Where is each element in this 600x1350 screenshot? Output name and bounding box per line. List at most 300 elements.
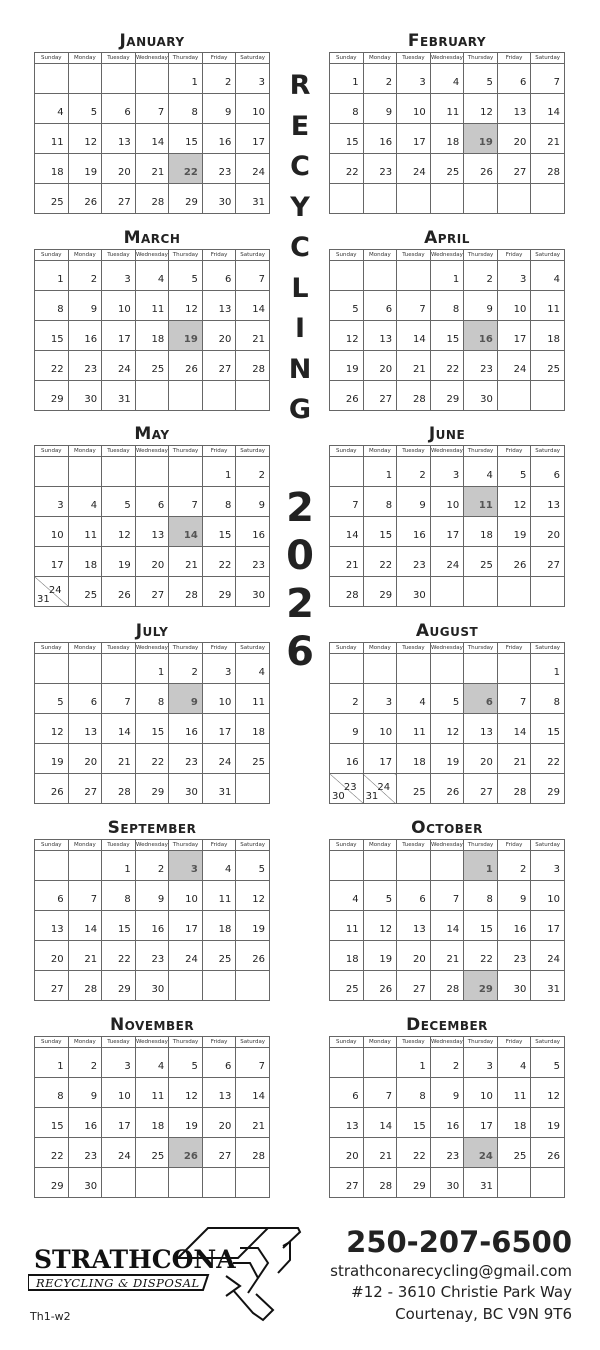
day-cell [35,381,69,411]
day-number: 14 [183,530,198,541]
day-cell [363,684,397,714]
day-cell [464,94,498,124]
day-number: 7 [419,304,426,315]
day-number: 27 [480,787,493,798]
day-number: 24 [547,954,560,965]
day-number: 30 [185,787,198,798]
empty-cell [497,1168,531,1198]
day-number: 6 [124,107,131,118]
day-cell [430,774,464,804]
weekday-header: Wednesday [430,250,464,261]
day-number: 4 [225,864,232,875]
day-number: 20 [218,334,232,345]
day-cell [68,1168,102,1198]
day-number: 29 [478,984,493,995]
day-number: 19 [379,954,393,965]
day-cell [464,1048,498,1078]
day-cell [35,124,69,154]
day-cell [531,1078,565,1108]
vertical-letter: L [291,272,309,304]
month-title: June [428,424,466,444]
day-number: 14 [252,304,265,315]
day-cell [35,154,69,184]
recycling-day-cell [169,1138,203,1168]
day-cell [363,351,397,381]
empty-cell [169,971,203,1001]
weekday-header: Thursday [169,53,203,64]
day-cell [330,911,364,941]
day-number: 17 [412,137,426,148]
day-number: 12 [84,137,98,148]
day-number: 1 [352,77,359,88]
day-cell [497,1048,531,1078]
day-number: 10 [117,304,131,315]
day-cell [363,517,397,547]
day-number: 9 [157,894,165,905]
month-july [34,620,270,804]
weekday-header: Wednesday [430,446,464,457]
day-number: 22 [480,954,493,965]
day-number: 14 [379,1121,393,1132]
day-number: 3 [486,1061,493,1072]
day-number: 1 [225,470,232,481]
day-number: 12 [117,530,131,541]
weekday-header: Monday [363,643,397,654]
day-cell [135,547,169,577]
day-number: 22 [183,167,198,178]
day-cell [430,154,464,184]
day-number: 21 [84,954,98,965]
empty-cell [35,851,69,881]
day-number: 1 [385,470,393,481]
month-august [329,620,565,804]
vertical-letter: C [290,232,310,263]
day-cell [236,911,270,941]
weekday-header: Saturday [531,643,565,654]
vertical-letter: G [288,394,312,425]
day-number: 20 [513,137,527,148]
month-september [34,817,270,1001]
month-december [329,1014,565,1198]
day-cell [464,1108,498,1138]
day-number: 20 [379,364,393,375]
day-cell [497,457,531,487]
day-number: 17 [513,334,527,345]
day-number: 17 [252,137,265,148]
day-cell [202,654,236,684]
day-cell [102,261,136,291]
day-cell [35,1168,69,1198]
day-cell [236,881,270,911]
day-number: 30 [480,394,493,405]
day-cell [102,351,136,381]
day-number: 17 [446,530,460,541]
empty-cell [397,184,431,214]
day-number: 17 [117,1121,131,1132]
day-cell [135,714,169,744]
day-number: 29 [50,1181,64,1192]
day-number: 18 [151,1121,165,1132]
day-cell [135,1108,169,1138]
day-cell [68,881,102,911]
day-cell [531,684,565,714]
day-cell [102,684,136,714]
day-cell [531,714,565,744]
day-cell [202,774,236,804]
day-cell [169,124,203,154]
empty-cell [236,381,270,411]
empty-cell [102,1168,136,1198]
day-cell [363,1168,397,1198]
day-cell [430,881,464,911]
day-cell [531,971,565,1001]
day-cell [169,1108,203,1138]
day-cell [464,261,498,291]
weekday-header: Wednesday [135,643,169,654]
day-cell [531,654,565,684]
day-number: 31 [218,787,232,798]
day-number: 2 [419,470,426,481]
weekday-header: Monday [68,446,102,457]
day-cell [464,291,498,321]
weekday-header: Wednesday [430,53,464,64]
day-cell [68,291,102,321]
day-number: 23 [252,560,265,571]
day-number: 16 [84,334,98,345]
day-cell [68,487,102,517]
day-number: 30 [513,984,527,995]
day-number: 19 [183,334,198,345]
day-cell [363,1078,397,1108]
day-number: 4 [157,274,165,285]
day-cell [330,684,364,714]
day-number: 8 [452,304,460,315]
phone-number: 250-207-6500 [346,1225,572,1259]
day-number: 9 [225,107,232,118]
day-cell [464,714,498,744]
weekday-header: Wednesday [135,840,169,851]
day-cell [202,154,236,184]
weekday-header: Saturday [531,446,565,457]
day-number: 21 [345,560,359,571]
email[interactable]: strathconarecycling@gmail.com [330,1262,572,1280]
day-number: 8 [157,697,165,708]
day-cell [102,1138,136,1168]
address-line-2: Courtenay, BC V9N 9T6 [395,1305,572,1323]
weekday-header: Thursday [169,446,203,457]
day-cell [363,487,397,517]
day-cell [135,351,169,381]
weekday-header: Thursday [464,840,498,851]
day-number: 30 [252,590,265,601]
day-number: 28 [185,590,198,601]
day-number: 22 [345,167,359,178]
day-number: 19 [513,530,527,541]
day-cell [397,714,431,744]
day-number: 16 [345,757,359,768]
day-number: 15 [50,334,64,345]
day-cell [169,774,203,804]
day-number: 20 [50,954,64,965]
empty-cell [169,381,203,411]
day-cell [464,381,498,411]
day-cell [531,261,565,291]
empty-cell [135,1168,169,1198]
empty-cell [202,381,236,411]
day-number: 4 [258,667,265,678]
weekday-header: Monday [68,840,102,851]
day-number: 28 [412,394,426,405]
day-cell [236,1048,270,1078]
day-cell [497,744,531,774]
day-number: 5 [57,697,64,708]
vertical-letter: E [290,110,310,142]
day-cell [35,261,69,291]
day-cell [531,291,565,321]
weekday-header: Wednesday [135,250,169,261]
day-cell [497,291,531,321]
day-number: 9 [452,1091,460,1102]
day-cell [68,911,102,941]
day-number: 31 [480,1181,493,1192]
empty-cell [497,654,531,684]
weekday-header: Wednesday [430,1037,464,1048]
weekday-header: Saturday [236,250,270,261]
day-number: 15 [379,530,393,541]
day-cell [430,457,464,487]
day-number: 18 [345,954,359,965]
weekday-header: Tuesday [397,643,431,654]
day-number: 16 [84,1121,98,1132]
day-number: 26 [117,590,131,601]
day-cell [202,684,236,714]
day-number: 8 [124,894,131,905]
day-cell [202,1138,236,1168]
day-number: 7 [90,894,98,905]
day-number: 13 [218,1091,232,1102]
vertical-letter: Y [290,191,310,223]
day-cell [68,547,102,577]
weekday-header: Wednesday [430,643,464,654]
day-cell [68,124,102,154]
day-cell [464,457,498,487]
day-cell [363,94,397,124]
day-number: 29 [50,394,64,405]
month-table [329,445,565,607]
day-number: 1 [485,864,493,875]
day-cell [135,261,169,291]
day-number: 7 [452,894,460,905]
day-cell [35,517,69,547]
day-number: 26 [252,954,265,965]
day-number: 16 [478,334,493,345]
day-cell [497,971,531,1001]
day-cell [202,517,236,547]
day-number: 24 [478,1151,493,1162]
day-cell [169,881,203,911]
day-cell [363,941,397,971]
day-cell [35,684,69,714]
day-number: 22 [50,364,64,375]
day-number: 10 [513,304,527,315]
weekday-header: Saturday [236,840,270,851]
day-number: 3 [419,77,426,88]
year-digit: 2 [286,581,314,627]
day-cell [135,577,169,607]
day-cell [102,971,136,1001]
empty-cell [236,971,270,1001]
day-cell [531,487,565,517]
empty-cell [531,381,565,411]
day-cell [68,261,102,291]
day-number: 12 [513,500,527,511]
day-number: 3 [124,274,131,285]
day-number: 13 [84,727,98,738]
day-number: 18 [151,334,165,345]
day-number: 25 [345,984,359,995]
day-cell [135,654,169,684]
day-cell [497,261,531,291]
day-number: 26 [547,1151,560,1162]
day-number: 14 [412,334,426,345]
month-april [329,227,565,411]
day-cell [236,321,270,351]
month-table [34,249,270,411]
day-cell [236,154,270,184]
month-title: December [406,1015,488,1035]
day-cell [497,684,531,714]
day-cell [531,1048,565,1078]
empty-cell [35,457,69,487]
weekday-header: Saturday [236,53,270,64]
day-number: 24 [513,364,527,375]
day-number: 2 [486,274,493,285]
month-table [329,839,565,1001]
day-cell [430,1048,464,1078]
day-number: 18 [480,530,493,541]
day-number: 20 [218,1121,232,1132]
day-cell [464,1168,498,1198]
day-number: 12 [446,727,460,738]
weekday-header: Friday [497,840,531,851]
day-number: 14 [84,924,98,935]
day-number: 10 [446,500,460,511]
weekday-header: Monday [68,643,102,654]
weekday-header: Saturday [531,53,565,64]
day-cell [68,94,102,124]
day-number: 13 [117,137,131,148]
weekday-header: Sunday [330,1037,364,1048]
weekday-header: Tuesday [102,840,136,851]
day-cell [363,911,397,941]
day-cell [497,124,531,154]
day-cell [236,351,270,381]
empty-cell [68,457,102,487]
day-number: 16 [218,137,232,148]
day-cell [464,547,498,577]
day-cell [497,154,531,184]
weekday-header: Friday [497,250,531,261]
day-number: 5 [191,274,198,285]
day-number: 2 [157,864,165,875]
month-february [329,30,565,214]
day-number: 12 [345,334,359,345]
day-cell [330,124,364,154]
day-cell [430,381,464,411]
day-cell [397,577,431,607]
day-number: 27 [345,1181,359,1192]
day-cell [363,124,397,154]
day-cell [397,744,431,774]
day-number: 9 [90,304,98,315]
day-cell [135,1138,169,1168]
day-number: 5 [124,500,131,511]
day-cell [236,547,270,577]
weekday-header: Saturday [236,643,270,654]
day-number: 23 [343,782,357,793]
day-number: 14 [117,727,131,738]
day-number: 19 [50,757,64,768]
empty-cell [202,971,236,1001]
day-cell [68,774,102,804]
day-number: 25 [151,364,165,375]
day-number: 31 [252,197,265,208]
day-cell [236,744,270,774]
day-cell [430,487,464,517]
day-number: 6 [157,500,165,511]
weekday-header: Tuesday [102,53,136,64]
day-cell [531,457,565,487]
day-cell [135,517,169,547]
day-number: 14 [345,530,359,541]
day-number: 2 [225,77,232,88]
day-number: 15 [117,924,131,935]
day-number: 4 [486,470,493,481]
day-cell [102,1108,136,1138]
weekday-header: Tuesday [102,643,136,654]
day-number: 21 [252,1121,265,1132]
day-number: 3 [452,470,460,481]
day-cell [330,714,364,744]
weekday-header: Sunday [35,1037,69,1048]
day-number: 17 [379,757,393,768]
day-number: 29 [446,394,460,405]
day-number: 19 [345,364,359,375]
weekday-header: Sunday [35,250,69,261]
day-cell [236,457,270,487]
empty-cell [397,261,431,291]
month-table [34,1036,270,1198]
day-number: 15 [446,334,460,345]
day-number: 13 [345,1121,359,1132]
empty-cell [35,64,69,94]
day-number: 3 [124,1061,131,1072]
weekday-header: Saturday [236,446,270,457]
day-cell [236,1078,270,1108]
weekday-header: Wednesday [135,53,169,64]
day-cell [35,971,69,1001]
day-number: 3 [190,864,198,875]
day-cell [102,94,136,124]
day-cell [236,1108,270,1138]
empty-cell [135,64,169,94]
weekday-header: Sunday [330,53,364,64]
address-line-1: #12 - 3610 Christie Park Way [351,1283,572,1301]
day-number: 18 [513,1121,527,1132]
day-number: 29 [185,197,198,208]
day-number: 3 [57,500,64,511]
day-cell [135,774,169,804]
